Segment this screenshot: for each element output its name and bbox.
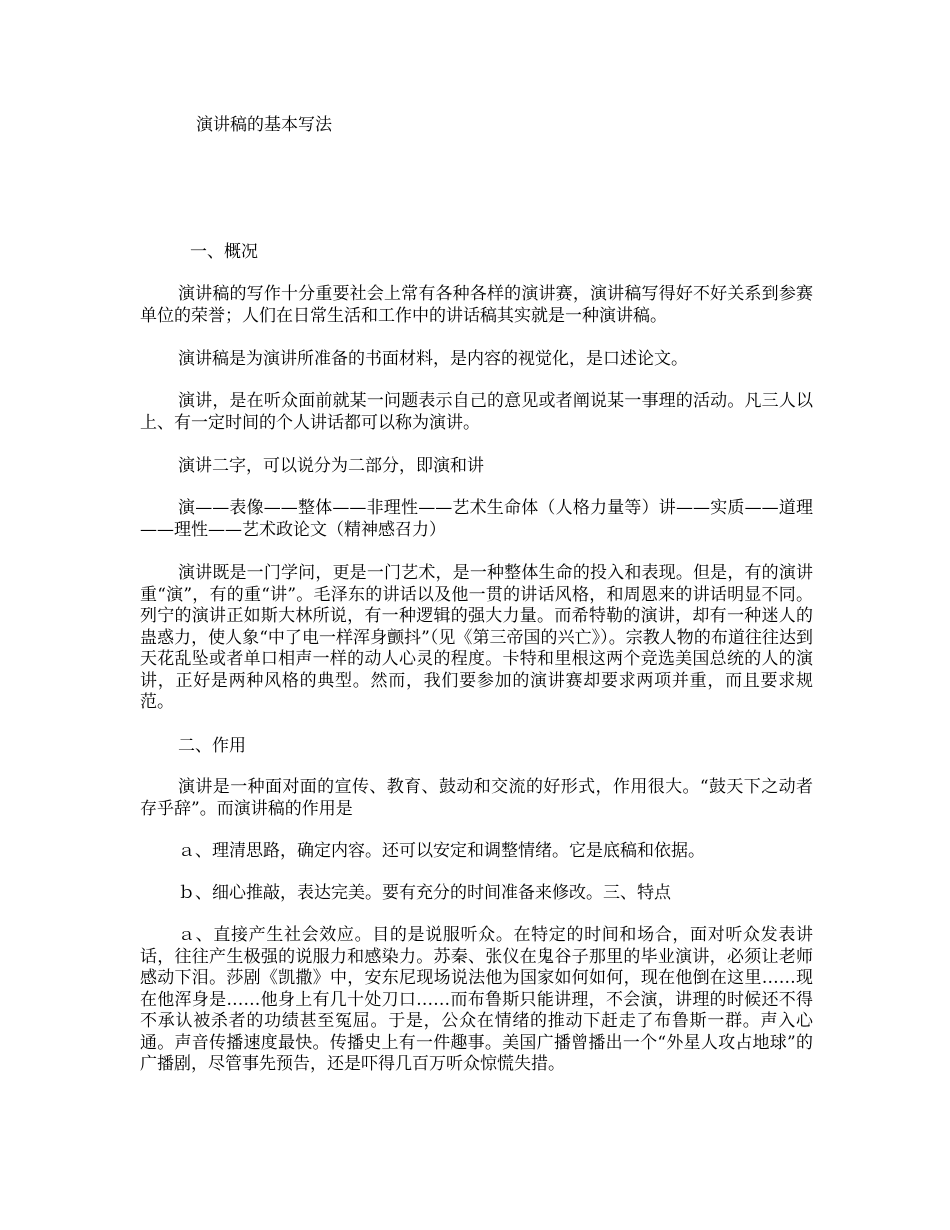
paragraph: 演讲，是在听众面前就某一问题表示自己的意见或者阐说某一事理的活动。凡三人以上、有一定时间的个人讲话都可以称为演讲。 <box>140 391 813 433</box>
paragraph: 演讲稿的写作十分重要社会上常有各种各样的演讲赛，演讲稿写得好不好关系到参赛单位的荣誉；人们在日常生活和工作中的讲话稿其实就是一种演讲稿。 <box>140 284 813 326</box>
paragraph: 演——表像——整体——非理性——艺术生命体（人格力量等）讲——实质——道理——理性——艺术政论文（精神感召力） <box>140 498 813 540</box>
paragraph: ａ、直接产生社会效应。目的是说服听众。在特定的时间和场合，面对听众发表讲话，往往产生极强的说服力和感染力。苏秦、张仪在鬼谷子那里的毕业演讲，必须让老师感动下泪。莎剧《凯撒》中，安东尼现场说法他为国家如何如何，现在他倒在这里……现在他浑身是……他身上有几十处刀口……而布鲁斯只能讲理，不会演，讲理的时候还不得不承认被杀者的功绩甚至冤屈。于是，公众在情绪的推动下赶走了布鲁斯一群。声入心通。声音传播速度最快。传播史上有一件趣事。美国广播曾播出一个“外星人攻占地球”的广播剧，尽管事先预告，还是吓得几百万听众惊慌失措。 <box>140 925 813 1074</box>
section-heading-function: 二、作用 <box>178 736 246 756</box>
paragraph: ａ、理清思路，确定内容。还可以安定和调整情绪。它是底稿和依据。 <box>178 841 705 861</box>
document-title: 演讲稿的基本写法 <box>196 115 332 135</box>
paragraph: 演讲既是一门学问，更是一门艺术，是一种整体生命的投入和表现。但是，有的演讲重“演”，有的重“讲”。毛泽东的讲话以及他一贯的讲话风格，和周恩来的讲话明显不同。列宁的演讲正如斯大林所说，有一种逻辑的强大力量。而希特勒的演讲，却有一种迷人的蛊惑力，使人象“中了电一样浑身颤抖”（见《第三帝国的兴亡》）。宗教人物的布道往往达到天花乱坠或者单口相声一样的动人心灵的程度。卡特和里根这两个竞选美国总统的人的演讲，正好是两种风格的典型。然而，我们要参加的演讲赛却要求两项并重，而且要求规范。 <box>140 563 813 712</box>
paragraph: 演讲是一种面对面的宣传、教育、鼓动和交流的好形式，作用很大。“鼓天下之动者存乎辞”。而演讲稿的作用是 <box>140 777 813 819</box>
paragraph: 演讲稿是为演讲所准备的书面材料，是内容的视觉化，是口述论文。 <box>178 349 688 369</box>
paragraph: 演讲二字，可以说分为二部分，即演和讲 <box>178 456 484 476</box>
section-heading-overview: 一、概况 <box>190 242 258 262</box>
paragraph: ｂ、细心推敲，表达完美。要有充分的时间准备来修改。三、特点 <box>178 883 671 903</box>
